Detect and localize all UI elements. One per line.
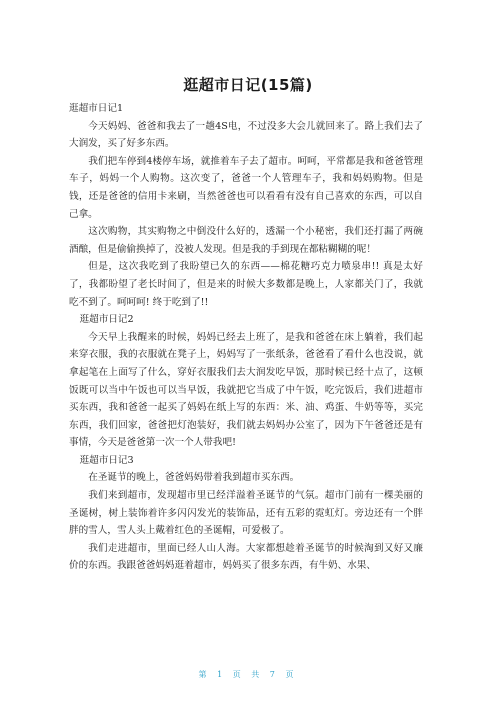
paragraph: 今天早上我醒来的时候，妈妈已经去上班了，是我和爸爸在床上躺着，我们起来穿衣服，我的衣服就在凳子上，妈妈写了一张纸条，爸爸看了看什么也没说，就拿起笔在上面写了什么，穿好衣服我们去大润发吃早饭，那时候已经十点了，这顿饭既可以当中午饭也可以当早饭，我就把它当成了中午饭，吃完饭后，我们进超市买东西，我和爸爸一起买了妈妈在纸上写的东西：米、油、鸡蛋、牛奶等等，买完东西，我们回家，爸爸把灯泡装好，我们就去妈妈办公室了，因为下午爸爸还是有事情，今天是爸爸第一次一个人带我吧!: [69, 331, 423, 449]
paragraph: 我们来到超市，发现超市里已经洋溢着圣诞节的气氛。超市门前有一棵美丽的圣诞树，树上装饰着许多闪闪发光的装饰品，还有五彩的霓虹灯。旁边还有一个胖胖的雪人，雪人头上戴着红色的圣诞帽，可爱极了。: [69, 490, 423, 537]
document-title: 逛超市日记(15篇): [183, 76, 313, 94]
paragraph: 我们把车停到4楼停车场，就推着车子去了超市。呵呵，平常都是我和爸爸管理车子，妈妈一个人购物。这次变了，爸爸一个人管理车子，我和妈妈购物。但是钱，还是爸爸的信用卡来刷，当然爸爸也可以看看有没有自己喜欢的东西，可以自己拿。: [69, 155, 423, 220]
paragraph: 在圣诞节的晚上，爸爸妈妈带着我到超市买东西。: [88, 472, 300, 484]
document-body: [69, 100, 423, 575]
paragraph: 今天妈妈、爸爸和我去了一趟4S电，不过没多大会儿就回来了。路上我们去了大润发，买了好多东西。: [69, 120, 423, 150]
paragraph: 我们走进超市，里面已经人山人海。大家都想趁着圣诞节的时候淘到又好又廉价的东西。我跟爸爸妈妈逛着超市，妈妈买了很多东西，有牛奶、水果、: [69, 542, 423, 572]
section-heading: 逛超市日记1: [69, 103, 124, 114]
paragraph: 但是，这次我吃到了我盼望已久的东西——棉花糖巧克力喷泉串!! 真是太好了，我都盼望了老长时间了，但是来的时候大多数都是晚上，人家都关门了，我就吃不到了。呵呵呵! 终于吃到了!!: [69, 261, 423, 308]
section-heading: 逛超市日记2: [79, 314, 134, 326]
paragraph: 这次购物，其实购物之中倒没什么好的，透漏一个小秘密，我们还打漏了两碗酒酿，但是偷偷换掉了，没被人发现。但是我的手到现在都粘糊糊的呢！: [69, 226, 423, 255]
page-footer: 第 1 页 共 7 页: [198, 670, 298, 679]
section-heading: 逛超市日记3: [79, 454, 134, 466]
